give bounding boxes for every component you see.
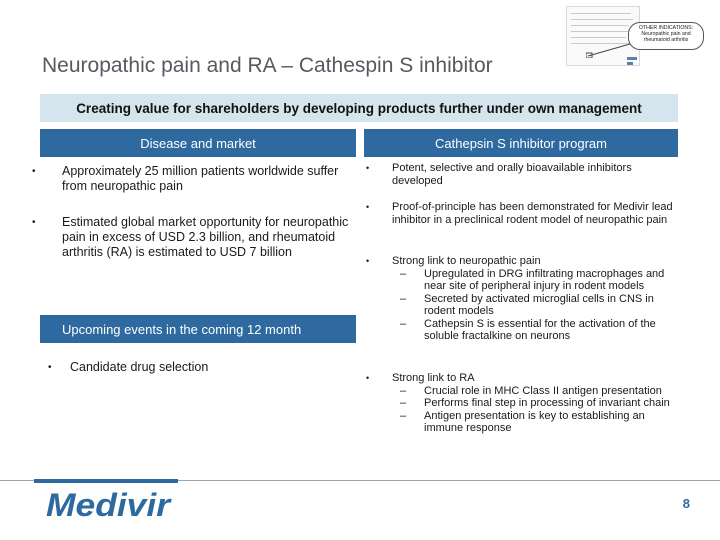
dash-marker: –: [400, 317, 407, 330]
bullet-text: Strong link to RA: [392, 372, 475, 384]
sub-bullet: [392, 293, 682, 318]
bullet-text: Strong link to neuropathic pain: [392, 255, 541, 267]
sub-bullet: [392, 397, 682, 410]
program-bullet: [366, 162, 682, 187]
bullet-text: Proof-of-principle has been demonstrated for Medivir lead inhibitor in a preclinical rodent model of neuropathic pain: [392, 201, 673, 226]
dash-marker: –: [400, 409, 407, 422]
left-bullet: [32, 215, 352, 260]
sub-bullet: [392, 318, 682, 343]
sub-bullet-text: Performs final step in processing of invariant chain: [424, 397, 670, 409]
bullet-text: Approximately 25 million patients worldwide suffer from neuropathic pain: [62, 164, 339, 193]
program-bullet: [366, 255, 682, 343]
bullet-marker: •: [48, 362, 52, 373]
medivir-logo: [42, 486, 178, 526]
bullet-marker: •: [366, 373, 370, 383]
bullet-marker: •: [366, 256, 370, 266]
sub-bullet: [392, 385, 682, 398]
sub-bullet: [392, 268, 682, 293]
sub-bullet-text: Upregulated in DRG infiltrating macrophages and near site of peripheral injury in rodent models: [424, 267, 665, 292]
sub-bullet-text: Secreted by activated microglial cells in CNS in rodent models: [424, 292, 654, 317]
upcoming-events-header: Upcoming events in the coming 12 month: [40, 315, 356, 343]
footer-accent: [34, 479, 178, 483]
dash-marker: –: [400, 267, 407, 280]
logo-wordmark: Medivir: [46, 487, 172, 523]
dash-marker: –: [400, 384, 407, 397]
sub-bullet-text: Crucial role in MHC Class II antigen presentation: [424, 384, 662, 397]
disease-market-header: Disease and market: [40, 129, 356, 157]
value-banner: Creating value for shareholders by developing products further under own management: [40, 94, 678, 122]
dash-marker: –: [400, 397, 407, 409]
program-bullet: [366, 201, 682, 226]
dash-marker: –: [400, 292, 407, 305]
bullet-text: Estimated global market opportunity for neuropathic pain in excess of USD 2.3 billion, and rheumatoid arthritis (RA) is estimated to USD 7 billion: [62, 215, 349, 259]
indication-callout: OTHER INDICATIONS: Neuropathic pain and rheumatoid arthritis: [628, 22, 704, 50]
program-header: Cathepsin S inhibitor program: [364, 129, 678, 157]
callout-connector: [586, 40, 632, 58]
bullet-marker: •: [32, 166, 36, 177]
bullet-marker: •: [32, 217, 36, 228]
sub-bullet: [392, 410, 682, 435]
slide-title: Neuropathic pain and RA – Cathespin S inhibitor: [42, 54, 493, 77]
bullet-marker: •: [366, 163, 370, 173]
event-text: Candidate drug selection: [70, 360, 209, 374]
page-number: 8: [682, 496, 690, 511]
event-item: [48, 360, 340, 375]
bullet-marker: •: [366, 202, 370, 212]
sub-bullet-text: Cathepsin S is essential for the activation of the soluble fractalkine on neurons: [424, 317, 656, 342]
sub-bullet-text: Antigen presentation is key to establishing an immune response: [424, 409, 645, 434]
left-bullet: [32, 164, 347, 194]
bullet-text: Potent, selective and orally bioavailable inhibitors developed: [392, 162, 632, 187]
program-bullet: [366, 372, 682, 435]
